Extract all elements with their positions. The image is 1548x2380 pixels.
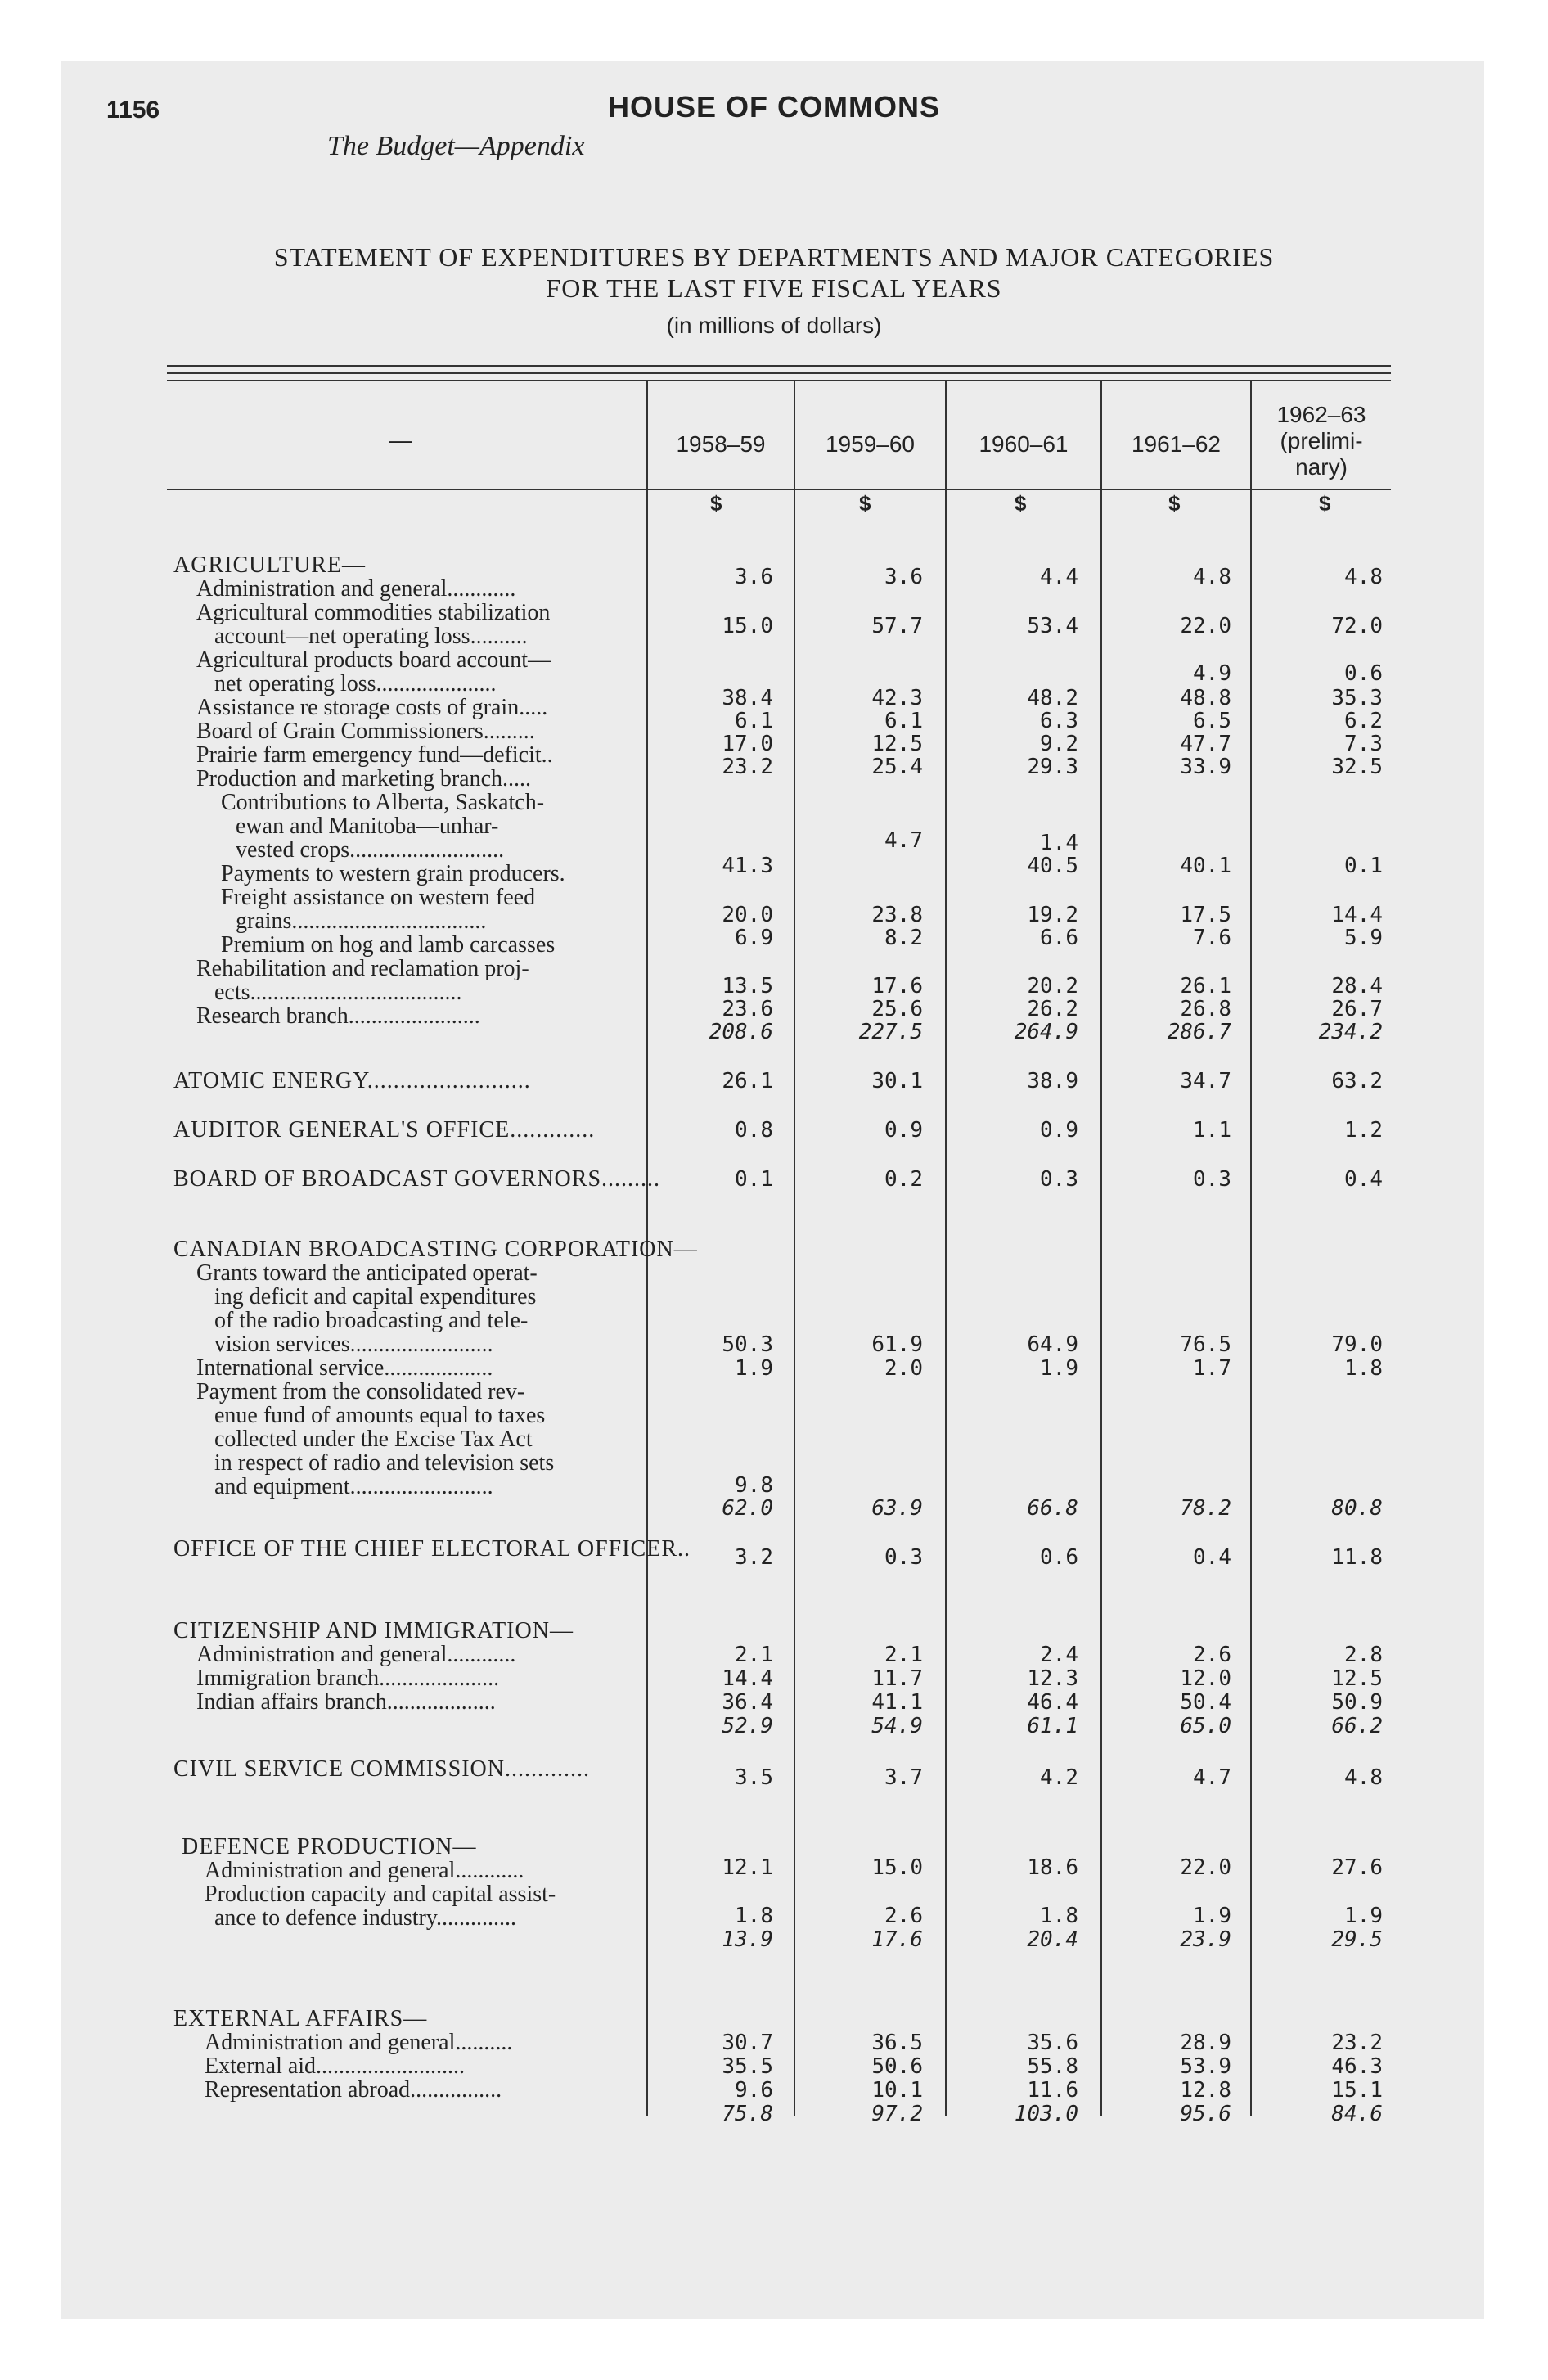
section-heading: AUDITOR GENERAL'S OFFICE.............: [173, 1117, 596, 1143]
value-cell: 23.8: [871, 903, 923, 927]
value-cell: 0.3: [1193, 1167, 1231, 1192]
value-cell: 8.2: [884, 926, 923, 950]
value-cell: 12.1: [722, 1855, 773, 1880]
value-cell: 14.4: [1331, 903, 1383, 927]
subtotal-cell: 23.9: [1180, 1927, 1231, 1952]
value-cell: 4.2: [1040, 1765, 1078, 1790]
value-cell: 7.3: [1344, 732, 1383, 756]
subtotal-cell: 84.6: [1331, 2102, 1383, 2126]
value-cell: 15.1: [1331, 2078, 1383, 2103]
value-cell: 1.8: [1040, 1904, 1078, 1928]
value-cell: 4.8: [1193, 565, 1231, 589]
top-rule-2: [167, 372, 1391, 374]
value-cell: 15.0: [871, 1855, 923, 1880]
subtotal-cell: 234.2: [1318, 1020, 1383, 1044]
value-cell: 1.1: [1193, 1118, 1231, 1143]
row-label: in respect of radio and television sets: [214, 1450, 555, 1476]
value-cell: 23.6: [722, 997, 773, 1021]
subtotal-cell: 17.6: [871, 1927, 923, 1952]
subtotal-cell: 20.4: [1027, 1927, 1078, 1952]
value-cell: 17.0: [722, 732, 773, 756]
subtotal-cell: 78.2: [1180, 1496, 1231, 1521]
value-cell: 2.4: [1040, 1643, 1078, 1667]
value-cell: 38.4: [722, 686, 773, 710]
row-label: International service...................: [196, 1355, 493, 1381]
row-label: Indian affairs branch...................: [196, 1689, 496, 1715]
value-cell: 1.4: [1040, 831, 1078, 855]
value-cell: 20.2: [1027, 974, 1078, 998]
row-label: Administration and general............: [205, 1858, 524, 1883]
value-cell: 22.0: [1180, 1855, 1231, 1880]
value-cell: 6.2: [1344, 709, 1383, 733]
column-header-1960-61: 1960–61: [979, 431, 1069, 457]
row-label: Agricultural commodities stabilization: [196, 600, 551, 625]
value-cell: 15.0: [722, 614, 773, 638]
section-heading: AGRICULTURE—: [173, 552, 366, 578]
value-cell: 1.2: [1344, 1118, 1383, 1143]
row-label: Immigration branch.....................: [196, 1666, 500, 1691]
value-cell: 48.2: [1027, 686, 1078, 710]
row-label: net operating loss.....................: [214, 671, 497, 696]
value-cell: 20.0: [722, 903, 773, 927]
value-cell: 0.3: [1040, 1167, 1078, 1192]
row-label: vision services.........................: [214, 1332, 493, 1357]
row-label: grains..................................: [236, 908, 487, 934]
currency-marker: $: [859, 491, 871, 516]
value-cell: 0.4: [1193, 1545, 1231, 1570]
row-label: Administration and general............: [196, 576, 516, 602]
subtotal-cell: 75.8: [722, 2102, 773, 2126]
value-cell: 57.7: [871, 614, 923, 638]
value-cell: 1.9: [1193, 1904, 1231, 1928]
value-cell: 0.9: [884, 1118, 923, 1143]
currency-marker: $: [1319, 491, 1331, 516]
value-cell: 1.8: [735, 1904, 773, 1928]
value-cell: 35.3: [1331, 686, 1383, 710]
value-cell: 0.1: [1344, 854, 1383, 878]
row-label: vested crops...........................: [236, 837, 505, 863]
value-cell: 41.3: [722, 854, 773, 878]
value-cell: 38.9: [1027, 1069, 1078, 1093]
row-label: Research branch.......................: [196, 1003, 480, 1029]
value-cell: 0.8: [735, 1118, 773, 1143]
value-cell: 18.6: [1027, 1855, 1078, 1880]
value-cell: 25.6: [871, 997, 923, 1021]
column-header-1959-60: 1959–60: [825, 431, 915, 457]
subtotal-cell: 61.1: [1027, 1714, 1078, 1738]
section-heading: EXTERNAL AFFAIRS—: [173, 2006, 428, 2031]
value-cell: 4.9: [1193, 661, 1231, 686]
section-heading: OFFICE OF THE CHIEF ELECTORAL OFFICER..: [173, 1536, 691, 1562]
subtotal-cell: 227.5: [858, 1020, 923, 1044]
subtotal-cell: 103.0: [1014, 2102, 1078, 2126]
row-label: ewan and Manitoba—unhar-: [236, 814, 499, 839]
value-cell: 12.3: [1027, 1666, 1078, 1691]
row-label: Payment from the consolidated rev-: [196, 1379, 525, 1404]
row-label: Production and marketing branch.....: [196, 766, 532, 791]
value-cell: 2.6: [884, 1904, 923, 1928]
row-label: ing deficit and capital expenditures: [214, 1284, 537, 1309]
page-number: 1156: [106, 97, 160, 124]
row-label: Administration and general............: [196, 1642, 516, 1667]
unit-note: (in millions of dollars): [666, 313, 882, 338]
subtotal-cell: 54.9: [871, 1714, 923, 1738]
row-label: Assistance re storage costs of grain.....: [196, 695, 548, 720]
value-cell: 11.6: [1027, 2078, 1078, 2103]
value-cell: 76.5: [1180, 1332, 1231, 1357]
value-cell: 25.4: [871, 755, 923, 779]
value-cell: 12.5: [871, 732, 923, 756]
value-cell: 2.1: [735, 1643, 773, 1667]
value-cell: 7.6: [1193, 926, 1231, 950]
value-cell: 4.8: [1344, 565, 1383, 589]
value-cell: 17.5: [1180, 903, 1231, 927]
section-heading: DEFENCE PRODUCTION—: [182, 1834, 477, 1859]
value-cell: 2.1: [884, 1643, 923, 1667]
value-cell: 23.2: [722, 755, 773, 779]
subtotal-cell: 52.9: [722, 1714, 773, 1738]
value-cell: 34.7: [1180, 1069, 1231, 1093]
value-cell: 50.3: [722, 1332, 773, 1357]
value-cell: 35.6: [1027, 2031, 1078, 2055]
value-cell: 63.2: [1331, 1069, 1383, 1093]
value-cell: 9.6: [735, 2078, 773, 2103]
top-rule-1: [167, 365, 1391, 367]
value-cell: 27.6: [1331, 1855, 1383, 1880]
value-cell: 6.1: [884, 709, 923, 733]
column-header-1962-63: 1962–63: [1276, 402, 1366, 427]
value-cell: 28.4: [1331, 974, 1383, 998]
row-label: Representation abroad................: [205, 2077, 502, 2103]
value-cell: 3.6: [884, 565, 923, 589]
value-cell: 26.2: [1027, 997, 1078, 1021]
subtotal-cell: 66.2: [1331, 1714, 1383, 1738]
value-cell: 1.9: [1040, 1356, 1078, 1381]
value-cell: 0.1: [735, 1167, 773, 1192]
value-cell: 48.8: [1180, 686, 1231, 710]
value-cell: 30.7: [722, 2031, 773, 2055]
value-cell: 1.9: [1344, 1904, 1383, 1928]
currency-marker: $: [1168, 491, 1181, 516]
subheading: The Budget—Appendix: [327, 131, 585, 161]
value-cell: 55.8: [1027, 2054, 1078, 2079]
value-cell: 9.8: [735, 1473, 773, 1498]
subtotal-cell: 97.2: [871, 2102, 923, 2126]
section-heading: ATOMIC ENERGY.........................: [173, 1068, 531, 1093]
value-cell: 0.6: [1040, 1545, 1078, 1570]
subtotal-cell: 13.9: [722, 1927, 773, 1952]
subtotal-cell: 66.8: [1027, 1496, 1078, 1521]
value-cell: 72.0: [1331, 614, 1383, 638]
value-cell: 19.2: [1027, 903, 1078, 927]
row-label: External aid..........................: [205, 2053, 466, 2079]
value-cell: 12.5: [1331, 1666, 1383, 1691]
stub-header: —: [389, 427, 412, 453]
row-label: Prairie farm emergency fund—deficit..: [196, 742, 553, 768]
top-rule-3: [167, 380, 1391, 381]
value-cell: 61.9: [871, 1332, 923, 1357]
value-cell: 47.7: [1180, 732, 1231, 756]
value-cell: 17.6: [871, 974, 923, 998]
value-cell: 50.9: [1331, 1690, 1383, 1715]
value-cell: 32.5: [1331, 755, 1383, 779]
value-cell: 4.7: [884, 828, 923, 853]
value-cell: 2.8: [1344, 1643, 1383, 1667]
value-cell: 26.1: [722, 1069, 773, 1093]
value-cell: 0.4: [1344, 1167, 1383, 1192]
value-cell: 2.0: [884, 1356, 923, 1381]
value-cell: 3.6: [735, 565, 773, 589]
section-heading: CIVIL SERVICE COMMISSION.............: [173, 1756, 590, 1782]
column-header-1958-59: 1958–59: [676, 431, 766, 457]
row-label: Rehabilitation and reclamation proj-: [196, 956, 529, 981]
value-cell: 26.7: [1331, 997, 1383, 1021]
value-cell: 9.2: [1040, 732, 1078, 756]
value-cell: 4.8: [1344, 1765, 1383, 1790]
row-label: Grants toward the anticipated operat-: [196, 1260, 538, 1286]
value-cell: 11.8: [1331, 1545, 1383, 1570]
row-label: Agricultural products board account—: [196, 647, 551, 673]
row-label: Board of Grain Commissioners.........: [196, 719, 535, 744]
row-label: ance to defence industry..............: [214, 1905, 517, 1931]
value-cell: 0.9: [1040, 1118, 1078, 1143]
header-rule: [167, 489, 1391, 490]
row-label: and equipment.........................: [214, 1474, 493, 1499]
subtotal-cell: 65.0: [1180, 1714, 1231, 1738]
value-cell: 13.5: [722, 974, 773, 998]
value-cell: 28.9: [1180, 2031, 1231, 2055]
row-label: enue fund of amounts equal to taxes: [214, 1403, 546, 1428]
column-header-1961-62: 1961–62: [1131, 431, 1221, 457]
table-title-line2: FOR THE LAST FIVE FISCAL YEARS: [546, 273, 1002, 303]
value-cell: 79.0: [1331, 1332, 1383, 1357]
value-cell: 1.7: [1193, 1356, 1231, 1381]
value-cell: 3.5: [735, 1765, 773, 1790]
value-cell: 4.7: [1193, 1765, 1231, 1790]
row-label: of the radio broadcasting and tele-: [214, 1308, 529, 1333]
value-cell: 6.9: [735, 926, 773, 950]
value-cell: 64.9: [1027, 1332, 1078, 1357]
value-cell: 23.2: [1331, 2031, 1383, 2055]
value-cell: 30.1: [871, 1069, 923, 1093]
subtotal-cell: 62.0: [722, 1496, 773, 1521]
subtotal-cell: 95.6: [1180, 2102, 1231, 2126]
value-cell: 46.3: [1331, 2054, 1383, 2079]
value-cell: 40.5: [1027, 854, 1078, 878]
value-cell: 50.6: [871, 2054, 923, 2079]
value-cell: 4.4: [1040, 565, 1078, 589]
value-cell: 35.5: [722, 2054, 773, 2079]
value-cell: 36.5: [871, 2031, 923, 2055]
column-header-preliminary: (prelimi-: [1280, 428, 1363, 453]
value-cell: 10.1: [871, 2078, 923, 2103]
value-cell: 50.4: [1180, 1690, 1231, 1715]
value-cell: 6.5: [1193, 709, 1231, 733]
row-label: Administration and general..........: [205, 2030, 513, 2055]
column-header-preliminary-cont: nary): [1295, 454, 1348, 480]
currency-marker: $: [1015, 491, 1027, 516]
value-cell: 14.4: [722, 1666, 773, 1691]
currency-marker: $: [710, 491, 722, 516]
subtotal-cell: 208.6: [709, 1020, 773, 1044]
row-label: collected under the Excise Tax Act: [214, 1427, 533, 1452]
subtotal-cell: 286.7: [1167, 1020, 1231, 1044]
row-label: Production capacity and capital assist-: [205, 1882, 556, 1907]
section-heading: BOARD OF BROADCAST GOVERNORS.........: [173, 1166, 661, 1192]
value-cell: 46.4: [1027, 1690, 1078, 1715]
value-cell: 26.8: [1180, 997, 1231, 1021]
value-cell: 3.2: [735, 1545, 773, 1570]
value-cell: 12.8: [1180, 2078, 1231, 2103]
value-cell: 41.1: [871, 1690, 923, 1715]
value-cell: 11.7: [871, 1666, 923, 1691]
value-cell: 42.3: [871, 686, 923, 710]
value-cell: 0.2: [884, 1167, 923, 1192]
row-label: account—net operating loss..........: [214, 624, 528, 649]
row-label: Contributions to Alberta, Saskatch-: [221, 790, 545, 815]
value-cell: 6.3: [1040, 709, 1078, 733]
value-cell: 29.3: [1027, 755, 1078, 779]
row-label: Freight assistance on western feed: [221, 885, 536, 910]
value-cell: 53.4: [1027, 614, 1078, 638]
value-cell: 36.4: [722, 1690, 773, 1715]
value-cell: 0.3: [884, 1545, 923, 1570]
value-cell: 6.1: [735, 709, 773, 733]
value-cell: 33.9: [1180, 755, 1231, 779]
value-cell: 22.0: [1180, 614, 1231, 638]
subtotal-cell: 264.9: [1014, 1020, 1078, 1044]
running-head: HOUSE OF COMMONS: [607, 90, 940, 124]
subtotal-cell: 63.9: [871, 1496, 923, 1521]
value-cell: 0.6: [1344, 661, 1383, 686]
value-cell: 1.9: [735, 1356, 773, 1381]
row-label: Premium on hog and lamb carcasses: [221, 932, 556, 958]
value-cell: 2.6: [1193, 1643, 1231, 1667]
subtotal-cell: 29.5: [1331, 1927, 1383, 1952]
value-cell: 3.7: [884, 1765, 923, 1790]
row-label: ects.....................................: [214, 980, 462, 1005]
row-label: Payments to western grain producers.: [221, 861, 565, 886]
subtotal-cell: 80.8: [1331, 1496, 1383, 1521]
value-cell: 53.9: [1180, 2054, 1231, 2079]
table-title-line1: STATEMENT OF EXPENDITURES BY DEPARTMENTS AND MAJOR CATEGORIES: [273, 242, 1275, 272]
value-cell: 40.1: [1180, 854, 1231, 878]
section-heading: CANADIAN BROADCASTING CORPORATION—: [173, 1237, 698, 1262]
value-cell: 5.9: [1344, 926, 1383, 950]
value-cell: 1.8: [1344, 1356, 1383, 1381]
value-cell: 12.0: [1180, 1666, 1231, 1691]
value-cell: 26.1: [1180, 974, 1231, 998]
value-cell: 6.6: [1040, 926, 1078, 950]
section-heading: CITIZENSHIP AND IMMIGRATION—: [173, 1618, 574, 1643]
